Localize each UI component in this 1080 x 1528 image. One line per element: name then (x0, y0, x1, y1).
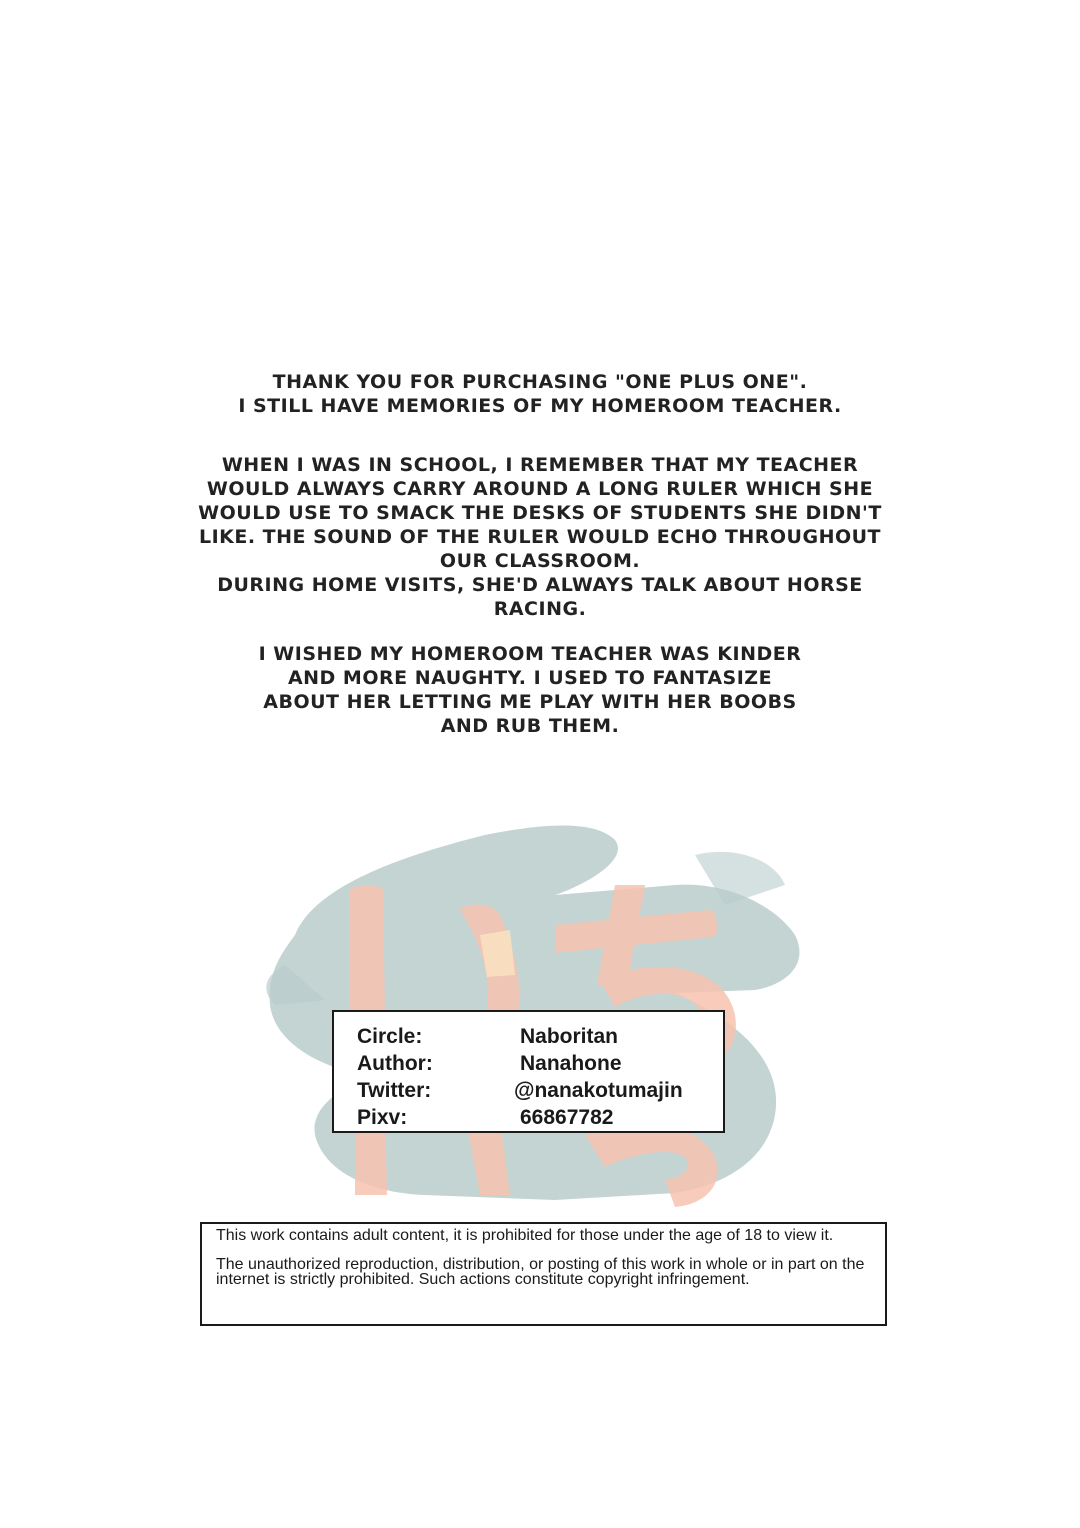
credit-label: Twitter: (357, 1079, 432, 1102)
credit-row-author (357, 1050, 622, 1077)
credit-label: Circle: (357, 1025, 423, 1048)
credit-value: Nanahone (520, 1052, 622, 1075)
credit-value: @nanakotumajin (514, 1079, 683, 1102)
copyright-notice: The unauthorized reproduction, distribution, or posting of this work in whole or in part on the internet is strictly prohibited. Such actions constitute copyright infringement. (216, 1256, 865, 1288)
afterword-paragraph-2: WHEN I WAS IN SCHOOL, I REMEMBER THAT MY TEACHER WOULD ALWAYS CARRY AROUND A LONG RULER WHICH SHE WOULD USE TO SMACK THE DESKS OF STUDENTS SHE DIDN'T LIKE. THE SOUND OF THE RULER WOULD ECHO THROUGHOUT OUR CLASSROOM. DURING HOME VISITS, SHE'D ALWAYS TALK ABOUT HORSE RACING. (198, 454, 882, 620)
credit-value: 66867782 (520, 1106, 614, 1129)
credit-label: Pixv: (357, 1106, 408, 1129)
credit-value: Naboritan (520, 1025, 619, 1048)
credit-row-pixiv (357, 1104, 614, 1131)
credit-row-circle (357, 1023, 619, 1050)
age-restriction-notice: This work contains adult content, it is prohibited for those under the age of 18 to view it. (216, 1227, 834, 1244)
afterword-paragraph-1: THANK YOU FOR PURCHASING "ONE PLUS ONE". I STILL HAVE MEMORIES OF MY HOMEROOM TEACHER. (238, 371, 842, 417)
afterword-paragraph-3: I WISHED MY HOMEROOM TEACHER WAS KINDER AND MORE NAUGHTY. I USED TO FANTASIZE ABOUT HER LETTING ME PLAY WITH HER BOOBS AND RUB THEM. (258, 643, 802, 737)
credit-label: Author: (357, 1052, 433, 1075)
credits-box (332, 1010, 725, 1133)
legal-notice-box (200, 1222, 887, 1326)
credit-row-twitter (357, 1077, 683, 1104)
